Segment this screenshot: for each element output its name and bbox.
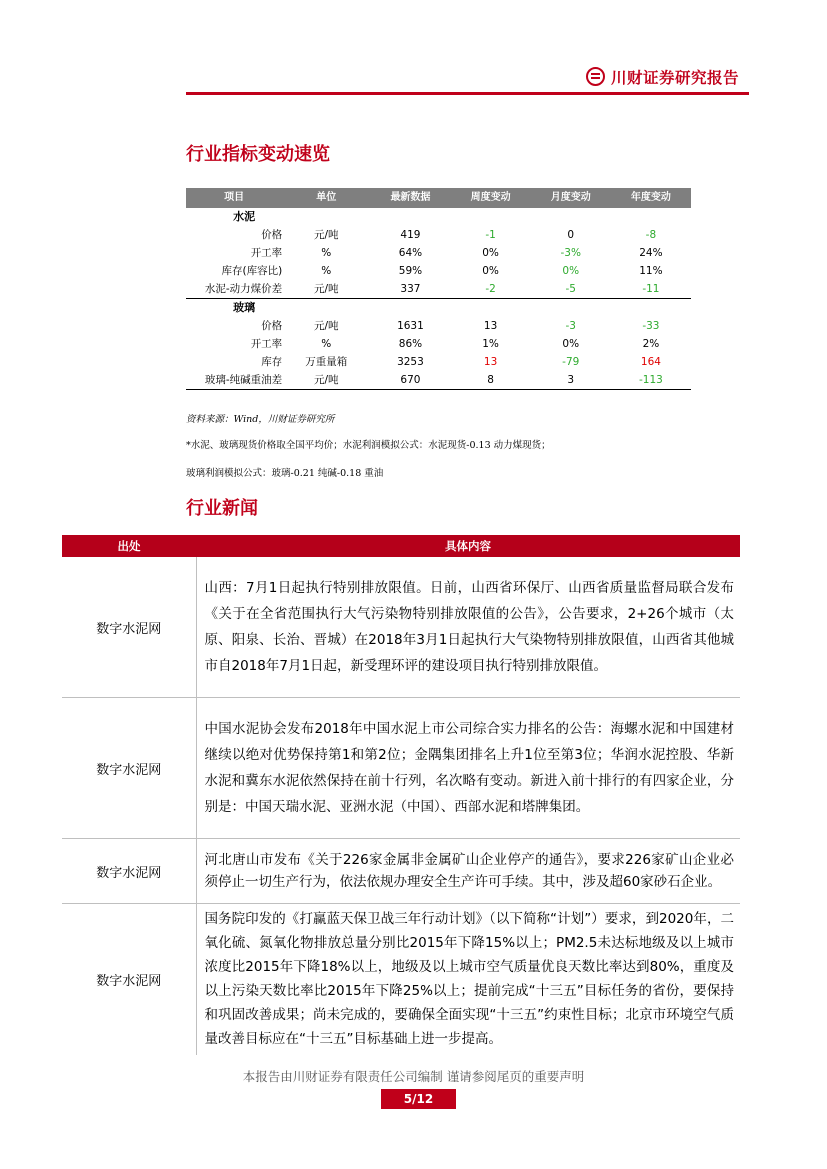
row-unit: 元/吨 [314,229,339,241]
row-weekly: -1 [485,229,496,241]
row-monthly: 0% [562,265,580,277]
row-yearly: 2% [642,338,660,350]
table-row [186,353,691,371]
news-content: 山西：7月1日起执行特别排放限值。日前，山西省环保厅、山西省质量监督局联合发布《关于在全省范围执行大气污染物特别排放限值的公告》，公告要求，2+26个城市（太原、阳泉、长治、晋城）在2018年3月1日起执行大气染物特别排放限值，山西省其他城市自2018年7月1日起，新受理环评的建设项目执行特别排放限值。 [196,557,740,698]
col-header: 项目 [224,192,245,203]
row-unit: 万重量箱 [305,356,348,368]
row-yearly: -113 [638,374,663,386]
indicators-table [186,188,691,390]
news-source: 数字水泥网 [62,698,196,839]
row-latest: 419 [400,229,421,241]
row-monthly: 3 [567,374,575,386]
news-content: 中国水泥协会发布2018年中国水泥上市公司综合实力排名的公告：海螺水泥和中国建材继续以绝对优势保持第1和第2位；金隅集团排名上升1位至第3位；华润水泥控股、华新水泥和冀东水泥依然保持在前十行列，名次略有变动。新进入前十排行的有四家企业，分别是：中国天瑞水泥、亚洲水泥（中国）、西部水泥和塔牌集团。 [196,698,740,839]
news-row [62,698,740,839]
table-row [186,280,691,299]
row-latest: 1631 [397,320,424,332]
group-label: 水泥 [233,210,256,223]
news-source: 数字水泥网 [62,904,196,1056]
row-latest: 670 [400,374,421,386]
col-header-content: 具体内容 [196,535,740,557]
news-source: 数字水泥网 [62,557,196,698]
row-latest: 3253 [397,356,424,368]
row-name: 水泥-动力煤价差 [204,283,283,295]
report-header-title: 川财证券研究报告 [611,69,740,87]
table-row [186,317,691,335]
news-content: 国务院印发的《打赢蓝天保卫战三年行动计划》（以下简称“计划”）要求，到2020年，二氧化硫、氮氧化物排放总量分别比2015年下降15%以上；PM2.5未达标地级及以上城市浓度比2015年下降18%以上，地级及以上城市空气质量优良天数比率达到80%，重度及以上污染天数比率比2015年下降25%以上；提前完成“十三五”目标任务的省份，要保持和巩固改善成果；尚未完成的，要确保全面实现“十三五”约束性目标；北京市环境空气质量改善目标应在“十三五”目标基础上进一步提高。 [204,911,734,1047]
row-weekly: 1% [482,338,499,350]
col-header-source: 出处 [62,535,196,557]
company-logo-icon [586,67,605,86]
news-row [62,904,740,1056]
table-row [186,244,691,262]
row-monthly: -3% [560,247,581,259]
news-header-row [62,535,740,557]
col-header: 最新数据 [390,192,431,203]
row-name: 价格 [261,320,283,332]
row-weekly: 13 [483,320,498,332]
news-source: 数字水泥网 [62,839,196,904]
news-row [62,557,740,698]
table-row [186,371,691,390]
row-monthly: -5 [565,283,576,295]
row-monthly: 0% [562,338,580,350]
row-latest: 86% [398,338,423,350]
row-weekly: -2 [485,283,496,295]
row-weekly: 0% [482,247,499,259]
row-yearly: -33 [642,320,660,332]
row-monthly: -3 [565,320,576,332]
methodology-note: *水泥、玻璃现货价格取全国平均价；水泥利润模拟公式：水泥现货-0.13 动力煤现货； [186,440,551,451]
news-heading: 行业新闻 [186,498,258,519]
row-unit: % [321,265,332,277]
row-yearly: 11% [639,265,663,277]
row-monthly: -79 [562,356,580,368]
group-row-glass [186,299,691,318]
row-latest: 64% [398,247,423,259]
group-row-cement [186,208,691,226]
news-table [62,535,740,1055]
row-monthly: 0 [567,229,575,241]
row-name: 玻璃-纯碱重油差 [204,374,283,386]
row-unit: % [321,247,332,259]
news-row [62,839,740,904]
col-header: 月度变动 [550,192,591,203]
row-yearly: 24% [639,247,663,259]
col-header: 单位 [316,192,337,203]
row-yearly: -11 [642,283,660,295]
row-weekly: 8 [487,374,494,386]
table-row [186,226,691,244]
footer-disclaimer: 本报告由川财证券有限责任公司编制 谨请参阅尾页的重要声明 [242,1069,585,1084]
row-unit: 元/吨 [314,283,339,295]
group-label: 玻璃 [186,299,282,318]
table-row [186,262,691,280]
row-latest: 337 [400,283,421,295]
row-latest: 59% [398,265,423,277]
row-weekly: 13 [483,356,498,368]
page-number: 5/12 [381,1089,456,1109]
row-unit: % [321,338,332,350]
col-header: 周度变动 [470,192,511,203]
row-yearly: -8 [645,229,657,241]
row-name: 库存 [261,356,283,368]
row-unit: 元/吨 [314,374,339,386]
row-name: 开工率 [250,247,283,259]
row-yearly: 164 [640,356,661,368]
row-name: 价格 [261,229,283,241]
header-divider [186,92,749,95]
indicators-heading: 行业指标变动速览 [186,144,330,165]
table-row [186,335,691,353]
row-weekly: 0% [482,265,499,277]
news-content: 河北唐山市发布《关于226家金属非金属矿山企业停产的通告》，要求226家矿山企业必须停止一切生产行为，依法依规办理安全生产许可手续。其中，涉及超60家砂石企业。 [196,839,740,904]
col-header: 年度变动 [630,192,671,203]
row-unit: 元/吨 [314,320,339,332]
row-name: 开工率 [250,338,283,350]
data-source-note: 资料来源：Wind，川财证券研究所 [186,414,335,425]
methodology-note: 玻璃利润模拟公式：玻璃-0.21 纯碱-0.18 重油 [186,468,384,479]
indicators-header-row [186,188,691,208]
row-name: 库存(库容比) [221,265,283,277]
